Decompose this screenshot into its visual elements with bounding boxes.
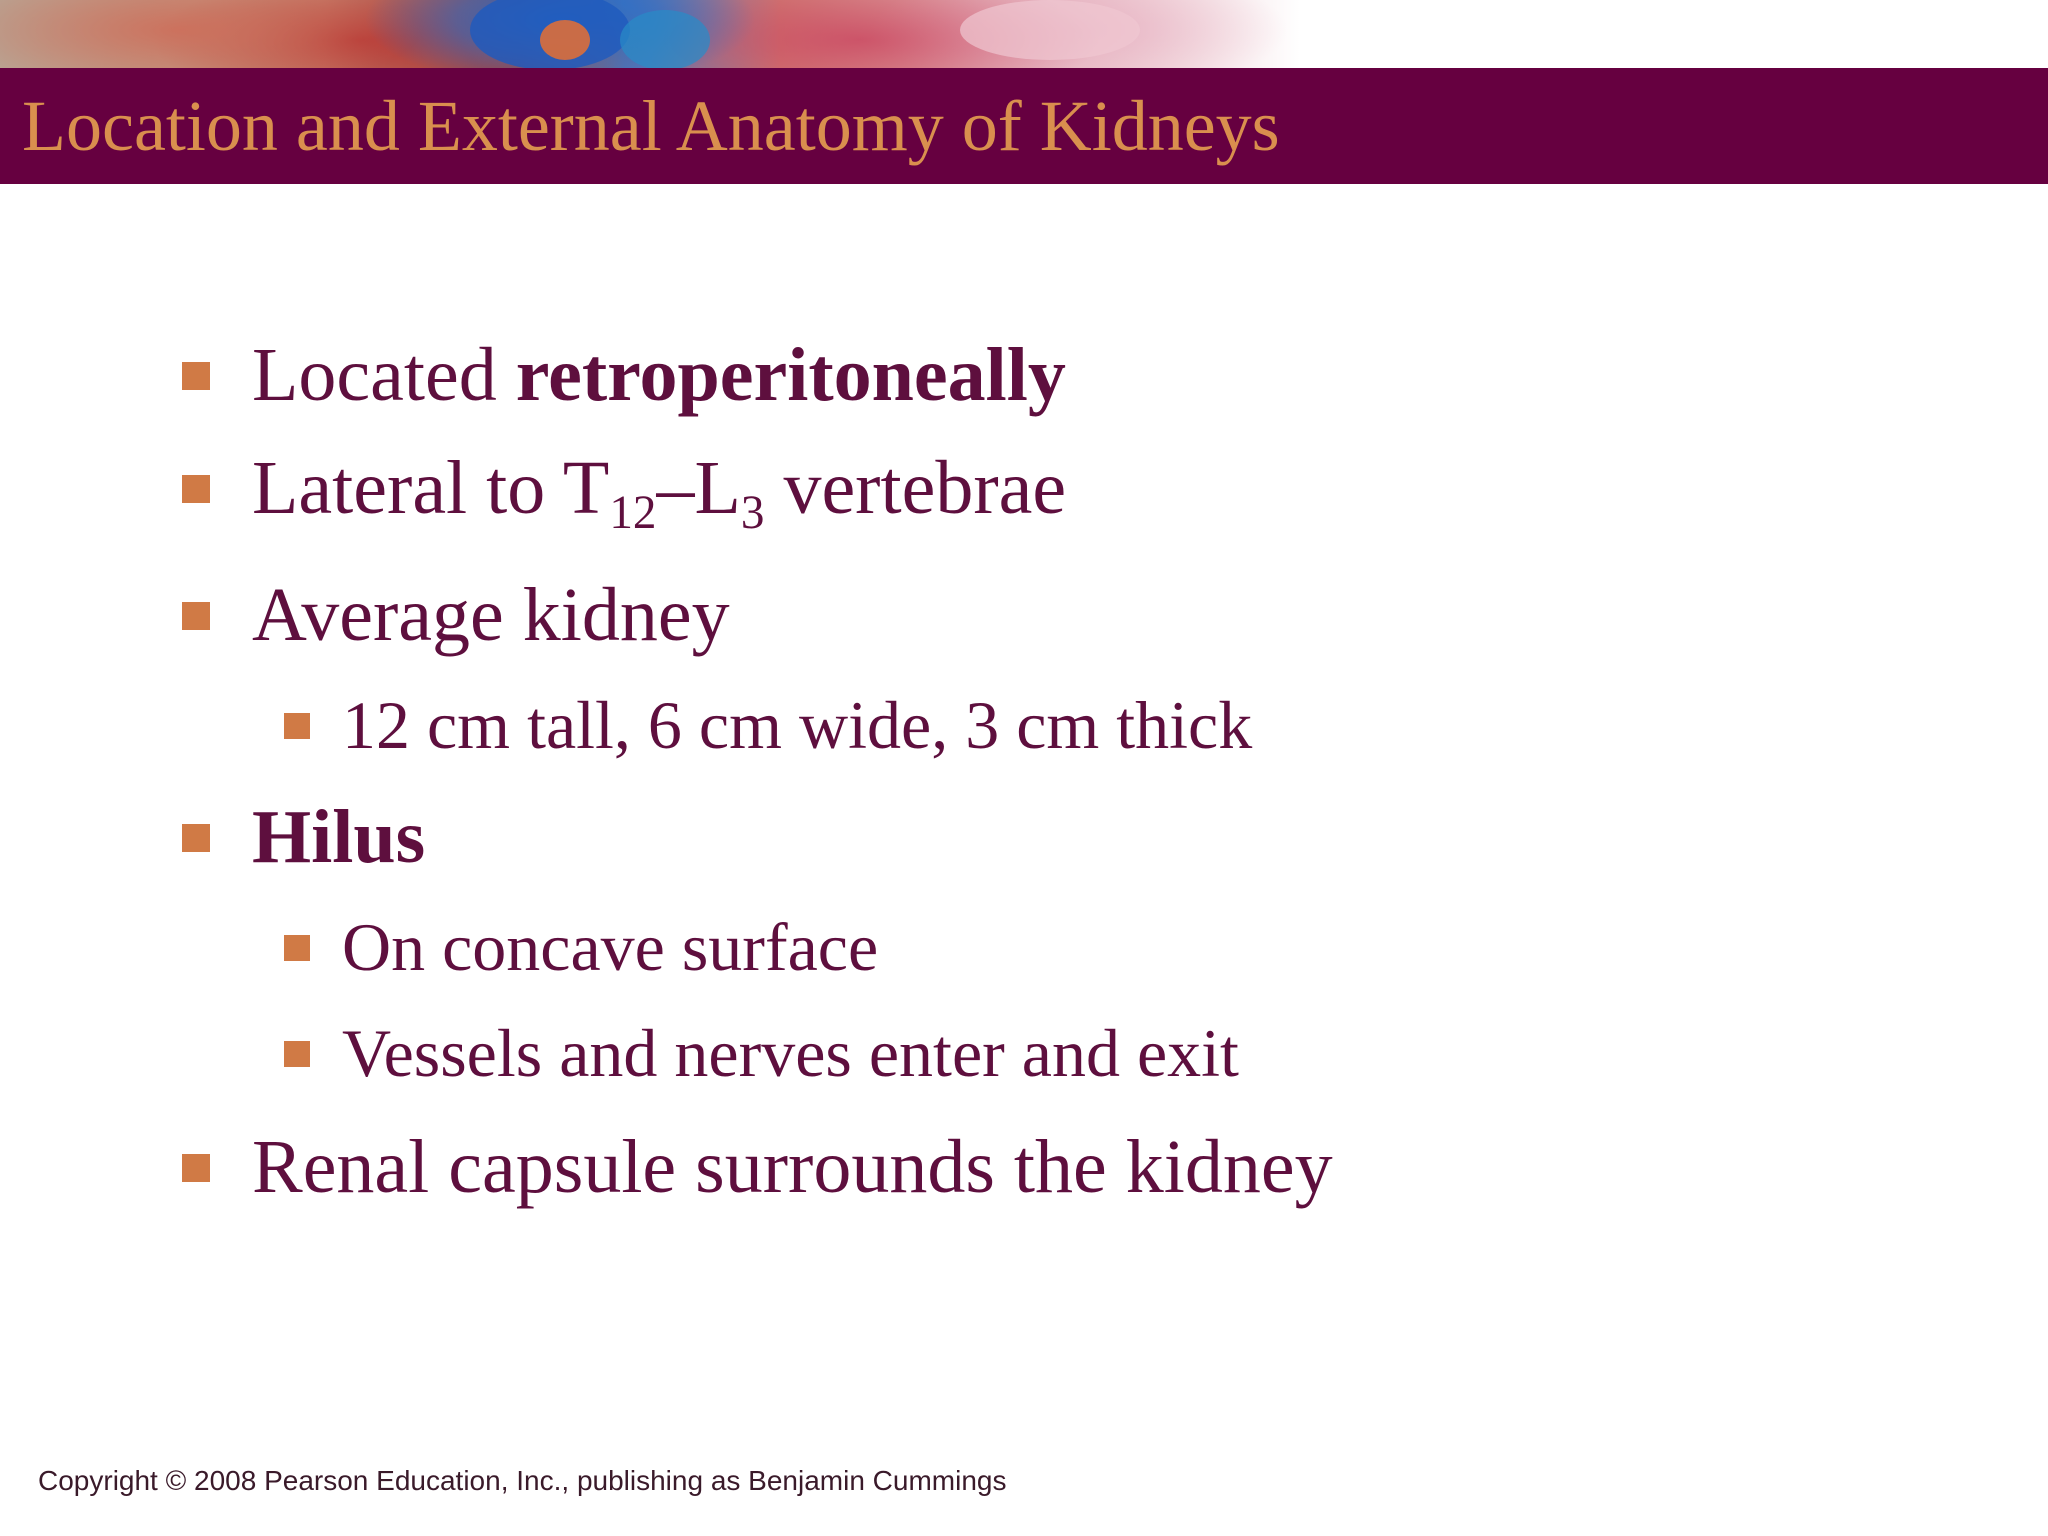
square-bullet-icon <box>182 602 210 630</box>
square-bullet-icon <box>284 935 310 961</box>
bullet-item <box>252 1122 1333 1212</box>
bullet-text: Lateral to T <box>252 446 610 530</box>
bullet-text: On concave surface <box>342 909 879 985</box>
square-bullet-icon <box>182 475 210 503</box>
bullet-text: Average kidney <box>252 573 730 657</box>
bullet-text-bold: Hilus <box>252 795 426 879</box>
bullet-subscript: 3 <box>740 487 765 540</box>
bullet-item <box>252 330 1066 420</box>
bullet-text-bold: retroperitoneally <box>515 333 1066 417</box>
sub-bullet-item <box>342 1013 1239 1093</box>
square-bullet-icon <box>182 824 210 852</box>
square-bullet-icon <box>182 1154 210 1182</box>
bullet-text: –L <box>656 446 741 530</box>
bullet-text: Vessels and nerves enter and exit <box>342 1015 1239 1091</box>
bullet-item <box>252 570 730 660</box>
sub-bullet-item <box>342 685 1252 765</box>
bullet-text: Renal capsule surrounds the kidney <box>252 1125 1333 1209</box>
bullet-item <box>252 792 425 882</box>
slide-title: Location and External Anatomy of Kidneys <box>22 86 1280 166</box>
sub-bullet-item <box>342 907 878 987</box>
square-bullet-icon <box>284 1041 310 1067</box>
square-bullet-icon <box>182 362 210 390</box>
copyright-footer: Copyright © 2008 Pearson Education, Inc., publishing as Benjamin Cummings <box>38 1465 1007 1496</box>
square-bullet-icon <box>284 713 310 739</box>
bullet-text: vertebrae <box>764 446 1067 530</box>
bullet-item <box>252 443 1067 540</box>
bullet-text: Located <box>252 333 516 417</box>
bullet-subscript: 12 <box>609 487 657 540</box>
bullet-text: 12 cm tall, 6 cm wide, 3 cm thick <box>342 687 1253 763</box>
